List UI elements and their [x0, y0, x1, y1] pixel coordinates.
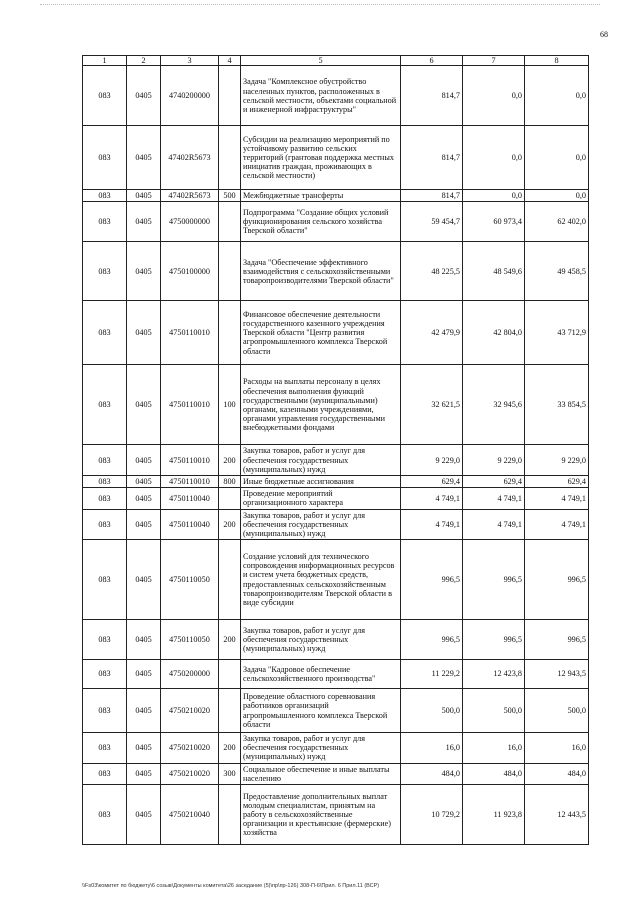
table-row: [83, 301, 589, 365]
expense-type-cell: [219, 689, 241, 733]
item-name-cell: Финансовое обеспечение деятельности государственного казенного учреждения Тверской области "Центр развития агропромышленного комплекса Тверской области: [241, 301, 401, 365]
table-row: [83, 475, 589, 487]
amount-year3-cell: 62 402,0: [525, 202, 589, 242]
amount-year2-cell: 4 749,1: [463, 488, 525, 509]
amount-year3-cell: 4 749,1: [525, 488, 589, 509]
org-code-cell: 083: [83, 785, 127, 845]
item-name-cell: Иные бюджетные ассигнования: [241, 475, 401, 487]
amount-year1-cell: 42 479,9: [401, 301, 463, 365]
target-code-cell: 4750110010: [161, 475, 219, 487]
amount-year2-cell: 48 549,6: [463, 242, 525, 301]
column-header: 1: [83, 56, 127, 66]
amount-year1-cell: 500,0: [401, 689, 463, 733]
amount-year2-cell: 11 923,8: [463, 785, 525, 845]
expense-type-cell: [219, 540, 241, 620]
amount-year3-cell: 500,0: [525, 689, 589, 733]
org-code-cell: 083: [83, 301, 127, 365]
item-name-cell: Расходы на выплаты персоналу в целях обеспечения выполнения функций государственными (муниципальными) органами, казенными учреждениями, органами управления государственными внебюджетными фондами: [241, 365, 401, 445]
section-code-cell: 0405: [127, 445, 161, 476]
item-name-cell: Предоставление дополнительных выплат молодым специалистам, принятым на работу в сельскохозяйственные организации и крестьянские (фермерские) хозяйства: [241, 785, 401, 845]
table-row: [83, 540, 589, 620]
column-header: 7: [463, 56, 525, 66]
expense-type-cell: [219, 785, 241, 845]
amount-year2-cell: 484,0: [463, 763, 525, 784]
section-code-cell: 0405: [127, 689, 161, 733]
org-code-cell: 083: [83, 733, 127, 764]
amount-year2-cell: 16,0: [463, 733, 525, 764]
amount-year2-cell: 500,0: [463, 689, 525, 733]
section-code-cell: 0405: [127, 475, 161, 487]
amount-year1-cell: 10 729,2: [401, 785, 463, 845]
target-code-cell: 4750110040: [161, 509, 219, 540]
amount-year2-cell: 0,0: [463, 66, 525, 126]
amount-year2-cell: 42 804,0: [463, 301, 525, 365]
amount-year2-cell: 4 749,1: [463, 509, 525, 540]
section-code-cell: 0405: [127, 488, 161, 509]
amount-year3-cell: 12 443,5: [525, 785, 589, 845]
amount-year1-cell: 48 225,5: [401, 242, 463, 301]
org-code-cell: 083: [83, 190, 127, 202]
amount-year3-cell: 996,5: [525, 620, 589, 660]
column-header: 3: [161, 56, 219, 66]
column-header: 2: [127, 56, 161, 66]
target-code-cell: 4750210040: [161, 785, 219, 845]
table-row: [83, 66, 589, 126]
section-code-cell: 0405: [127, 66, 161, 126]
amount-year3-cell: 43 712,9: [525, 301, 589, 365]
org-code-cell: 083: [83, 540, 127, 620]
item-name-cell: Субсидии на реализацию мероприятий по устойчивому развитию сельских территорий (грантовая поддержка местных инициатив граждан, проживающих в сельской местности): [241, 126, 401, 190]
org-code-cell: 083: [83, 66, 127, 126]
expense-type-cell: [219, 488, 241, 509]
expense-type-cell: 200: [219, 509, 241, 540]
org-code-cell: 083: [83, 660, 127, 689]
amount-year1-cell: 11 229,2: [401, 660, 463, 689]
section-code-cell: 0405: [127, 301, 161, 365]
amount-year3-cell: 629,4: [525, 475, 589, 487]
expense-type-cell: 800: [219, 475, 241, 487]
table-row: [83, 509, 589, 540]
page-number: 68: [600, 30, 608, 39]
item-name-cell: Создание условий для технического сопровождения информационных ресурсов и систем учета бюджетных средств, предоставленных сельскохозяйственным товаропроизводителям Тверской области в виде субсидии: [241, 540, 401, 620]
amount-year2-cell: 0,0: [463, 126, 525, 190]
section-code-cell: 0405: [127, 733, 161, 764]
budget-table: [82, 55, 589, 845]
expense-type-cell: 300: [219, 763, 241, 784]
column-header: 4: [219, 56, 241, 66]
table-row: [83, 126, 589, 190]
amount-year2-cell: 996,5: [463, 620, 525, 660]
table-row: [83, 242, 589, 301]
amount-year1-cell: 814,7: [401, 66, 463, 126]
section-code-cell: 0405: [127, 620, 161, 660]
target-code-cell: 4750100000: [161, 242, 219, 301]
amount-year1-cell: 4 749,1: [401, 488, 463, 509]
amount-year1-cell: 9 229,0: [401, 445, 463, 476]
section-code-cell: 0405: [127, 202, 161, 242]
table-row: [83, 190, 589, 202]
amount-year1-cell: 59 454,7: [401, 202, 463, 242]
expense-type-cell: [219, 301, 241, 365]
file-path-footer: \\Fs03\комитет по бюджету\6 созыв\Документы комитета\26 заседание (5)\пр\пр-126) 308-П-6\Прил. 6 Прил.11 (ВСР): [82, 883, 380, 889]
item-name-cell: Закупка товаров, работ и услуг для обеспечения государственных (муниципальных) нужд: [241, 509, 401, 540]
amount-year2-cell: 32 945,6: [463, 365, 525, 445]
table-body: [83, 66, 589, 845]
section-code-cell: 0405: [127, 785, 161, 845]
target-code-cell: 4750000000: [161, 202, 219, 242]
amount-year1-cell: 996,5: [401, 540, 463, 620]
amount-year3-cell: 484,0: [525, 763, 589, 784]
scan-edge: [40, 4, 600, 5]
expense-type-cell: 500: [219, 190, 241, 202]
target-code-cell: 47402R5673: [161, 190, 219, 202]
amount-year2-cell: 996,5: [463, 540, 525, 620]
table-row: [83, 733, 589, 764]
item-name-cell: Задача "Кадровое обеспечение сельскохозяйственного производства": [241, 660, 401, 689]
item-name-cell: Подпрограмма "Создание общих условий функционирования сельского хозяйства Тверской области": [241, 202, 401, 242]
column-header: 5: [241, 56, 401, 66]
org-code-cell: 083: [83, 126, 127, 190]
amount-year1-cell: 814,7: [401, 190, 463, 202]
item-name-cell: Закупка товаров, работ и услуг для обеспечения государственных (муниципальных) нужд: [241, 620, 401, 660]
org-code-cell: 083: [83, 620, 127, 660]
target-code-cell: 4750200000: [161, 660, 219, 689]
org-code-cell: 083: [83, 763, 127, 784]
item-name-cell: Задача "Обеспечение эффективного взаимодействия с сельскохозяйственными товаропроизводителями Тверской области": [241, 242, 401, 301]
amount-year3-cell: 0,0: [525, 190, 589, 202]
target-code-cell: 4750110050: [161, 620, 219, 660]
org-code-cell: 083: [83, 365, 127, 445]
amount-year3-cell: 0,0: [525, 66, 589, 126]
table-row: [83, 689, 589, 733]
item-name-cell: Социальное обеспечение и иные выплаты населению: [241, 763, 401, 784]
amount-year2-cell: 0,0: [463, 190, 525, 202]
section-code-cell: 0405: [127, 660, 161, 689]
expense-type-cell: 200: [219, 733, 241, 764]
amount-year3-cell: 12 943,5: [525, 660, 589, 689]
item-name-cell: Закупка товаров, работ и услуг для обеспечения государственных (муниципальных) нужд: [241, 733, 401, 764]
item-name-cell: Задача "Комплексное обустройство населенных пунктов, расположенных в сельской местности, объектами социальной и инженерной инфраструктуры": [241, 66, 401, 126]
org-code-cell: 083: [83, 689, 127, 733]
target-code-cell: 4750110010: [161, 301, 219, 365]
item-name-cell: Проведение областного соревнования работников организаций агропромышленного комплекса Тверской области: [241, 689, 401, 733]
target-code-cell: 4750110050: [161, 540, 219, 620]
amount-year1-cell: 32 621,5: [401, 365, 463, 445]
section-code-cell: 0405: [127, 190, 161, 202]
amount-year3-cell: 49 458,5: [525, 242, 589, 301]
section-code-cell: 0405: [127, 242, 161, 301]
amount-year2-cell: 12 423,8: [463, 660, 525, 689]
item-name-cell: Проведение мероприятий организационного характера: [241, 488, 401, 509]
amount-year1-cell: 996,5: [401, 620, 463, 660]
expense-type-cell: 100: [219, 365, 241, 445]
org-code-cell: 083: [83, 509, 127, 540]
amount-year3-cell: 996,5: [525, 540, 589, 620]
amount-year3-cell: 33 854,5: [525, 365, 589, 445]
target-code-cell: 4750110010: [161, 365, 219, 445]
expense-type-cell: [219, 202, 241, 242]
amount-year3-cell: 0,0: [525, 126, 589, 190]
target-code-cell: 4750210020: [161, 733, 219, 764]
section-code-cell: 0405: [127, 763, 161, 784]
target-code-cell: 4750110010: [161, 445, 219, 476]
column-header: 8: [525, 56, 589, 66]
amount-year3-cell: 9 229,0: [525, 445, 589, 476]
amount-year3-cell: 16,0: [525, 733, 589, 764]
org-code-cell: 083: [83, 488, 127, 509]
table-row: [83, 785, 589, 845]
target-code-cell: 4740200000: [161, 66, 219, 126]
amount-year2-cell: 60 973,4: [463, 202, 525, 242]
column-header: 6: [401, 56, 463, 66]
table-row: [83, 445, 589, 476]
amount-year2-cell: 9 229,0: [463, 445, 525, 476]
table-row: [83, 763, 589, 784]
amount-year1-cell: 814,7: [401, 126, 463, 190]
table-row: [83, 620, 589, 660]
org-code-cell: 083: [83, 445, 127, 476]
amount-year1-cell: 484,0: [401, 763, 463, 784]
section-code-cell: 0405: [127, 365, 161, 445]
org-code-cell: 083: [83, 242, 127, 301]
amount-year1-cell: 629,4: [401, 475, 463, 487]
expense-type-cell: [219, 242, 241, 301]
expense-type-cell: [219, 66, 241, 126]
section-code-cell: 0405: [127, 126, 161, 190]
expense-type-cell: [219, 660, 241, 689]
org-code-cell: 083: [83, 202, 127, 242]
item-name-cell: Закупка товаров, работ и услуг для обеспечения государственных (муниципальных) нужд: [241, 445, 401, 476]
section-code-cell: 0405: [127, 540, 161, 620]
org-code-cell: 083: [83, 475, 127, 487]
amount-year2-cell: 629,4: [463, 475, 525, 487]
target-code-cell: 4750210020: [161, 689, 219, 733]
target-code-cell: 4750210020: [161, 763, 219, 784]
table-row: [83, 660, 589, 689]
table-row: [83, 202, 589, 242]
target-code-cell: 4750110040: [161, 488, 219, 509]
table-row: [83, 365, 589, 445]
expense-type-cell: 200: [219, 445, 241, 476]
amount-year1-cell: 4 749,1: [401, 509, 463, 540]
expense-type-cell: 200: [219, 620, 241, 660]
section-code-cell: 0405: [127, 509, 161, 540]
target-code-cell: 47402R5673: [161, 126, 219, 190]
column-number-row: [83, 56, 589, 66]
amount-year1-cell: 16,0: [401, 733, 463, 764]
amount-year3-cell: 4 749,1: [525, 509, 589, 540]
expense-type-cell: [219, 126, 241, 190]
item-name-cell: Межбюджетные трансферты: [241, 190, 401, 202]
table-row: [83, 488, 589, 509]
